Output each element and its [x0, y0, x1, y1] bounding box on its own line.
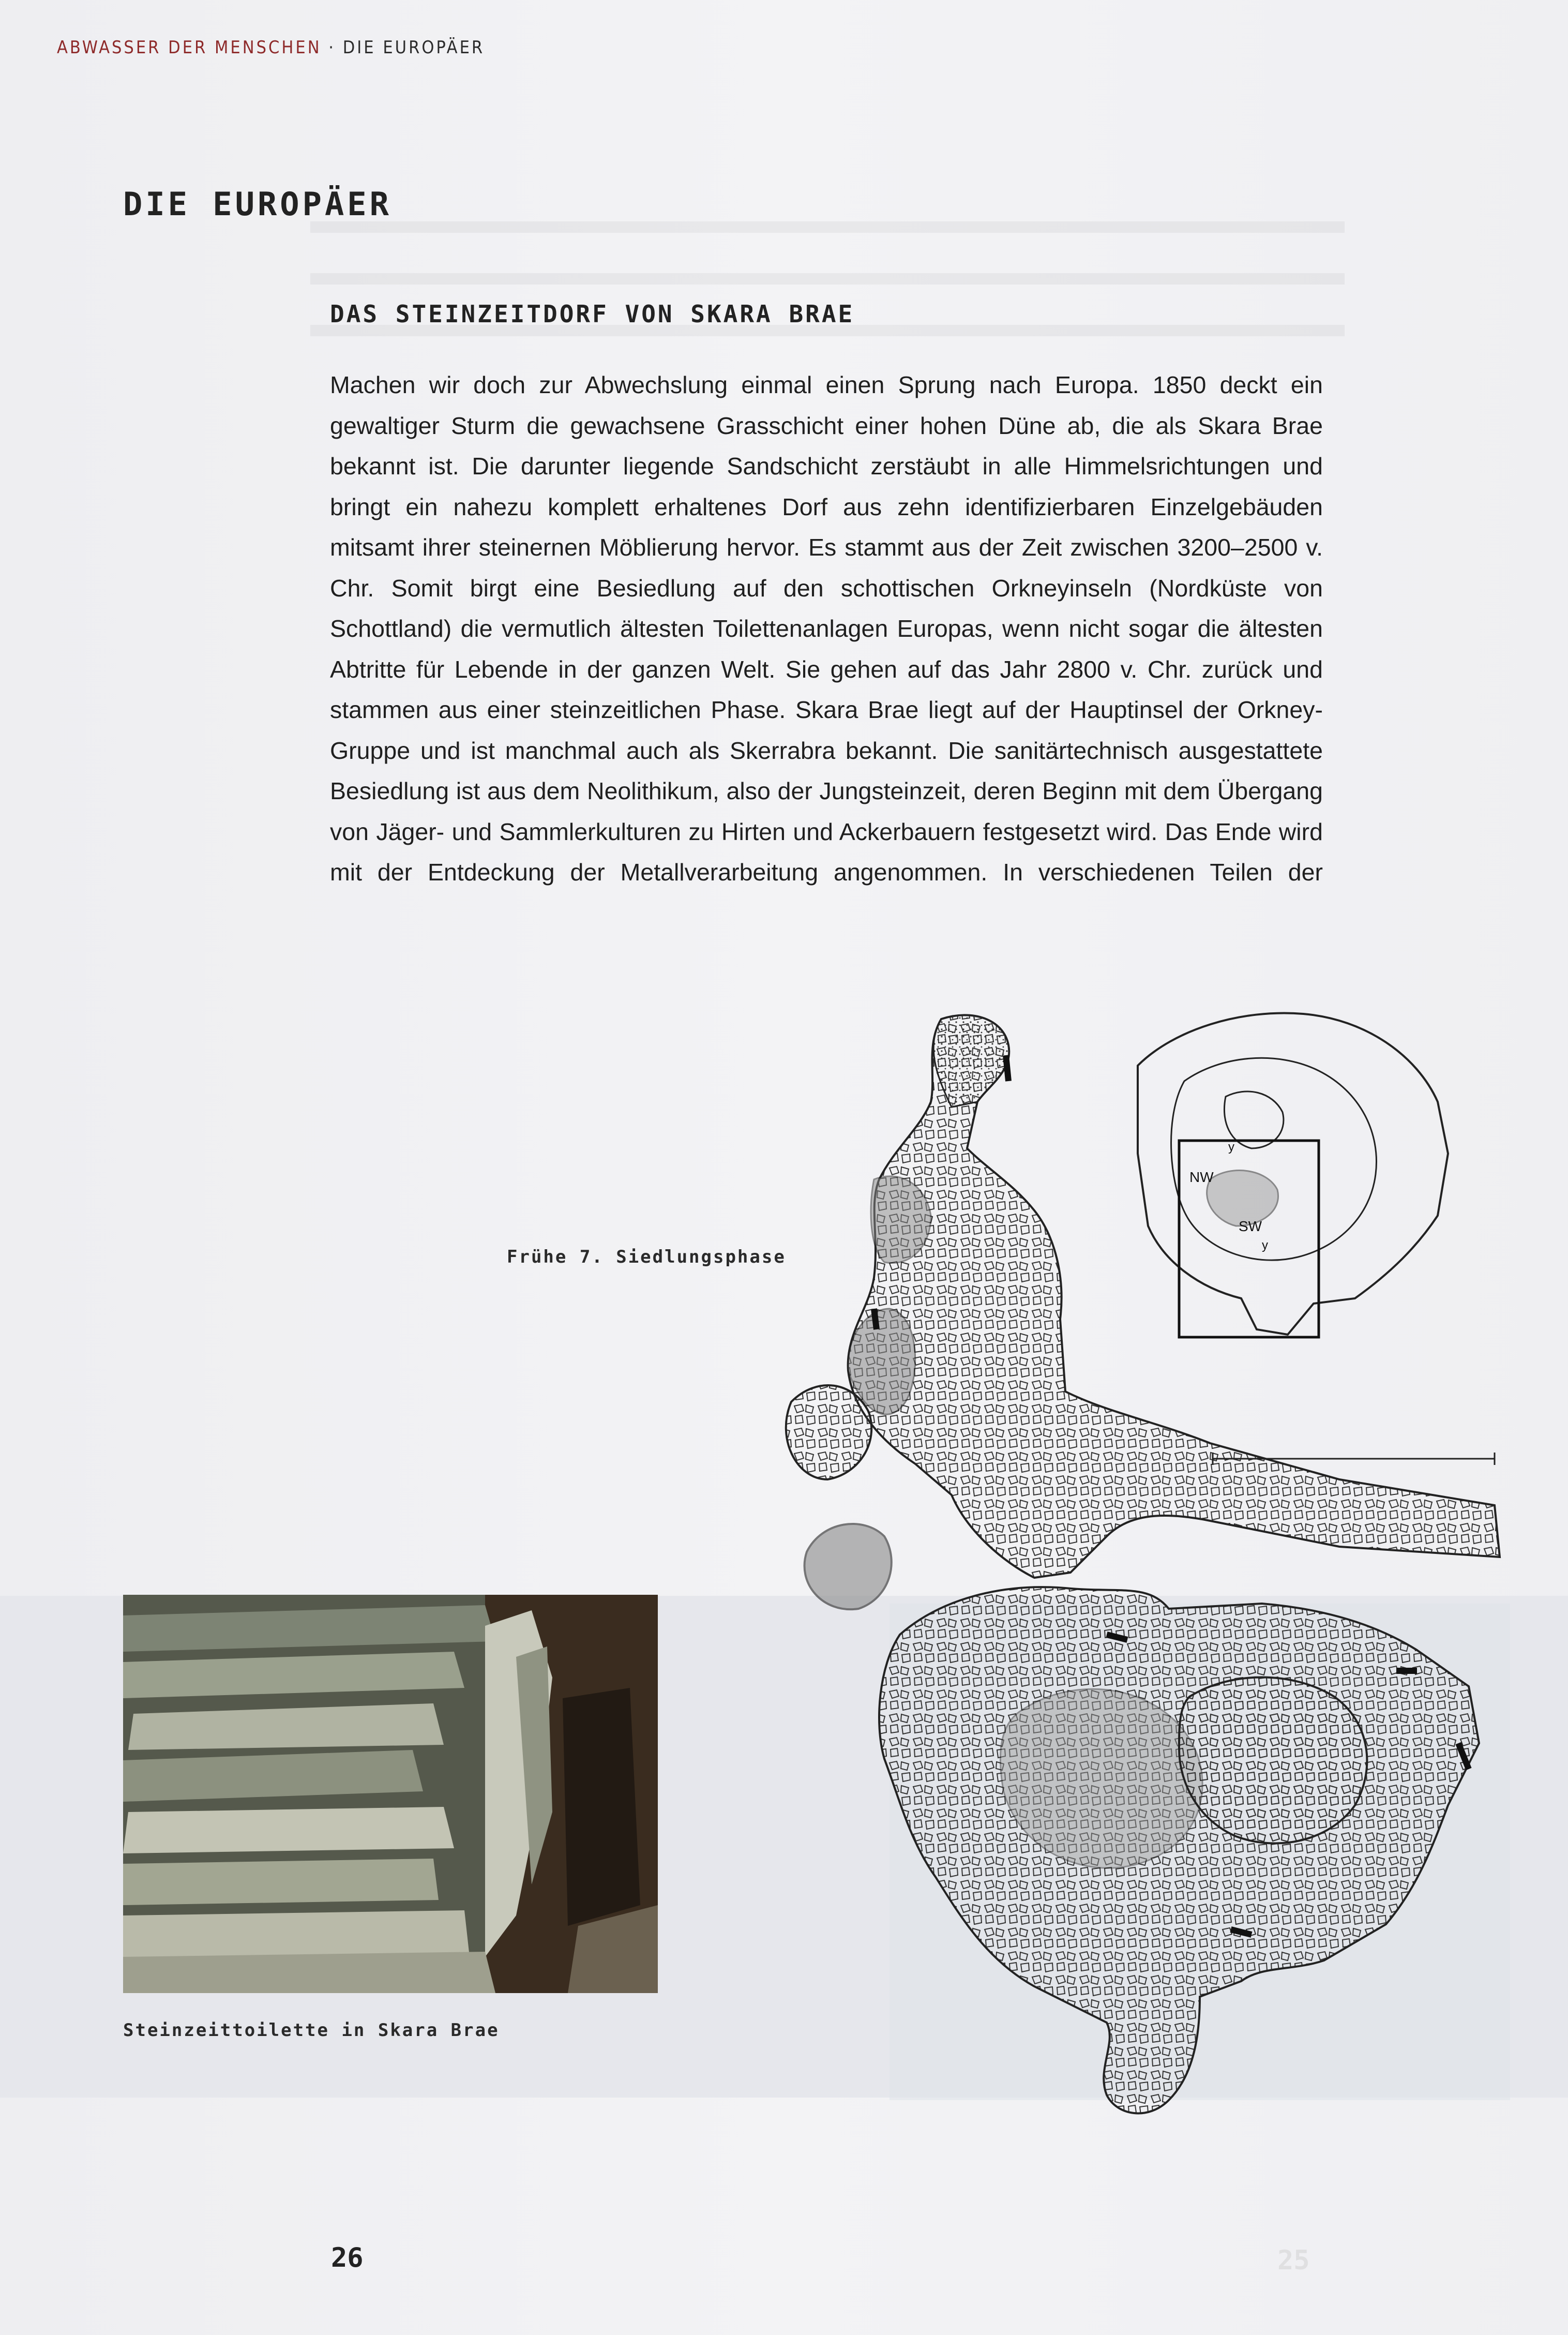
running-head-chapter: ABWASSER DER MENSCHEN: [57, 37, 322, 58]
photo-caption: Steinzeittoilette in Skara Brae: [123, 2020, 500, 2041]
plan-label-y2: y: [1262, 1238, 1268, 1252]
running-head-separator: ·: [328, 37, 336, 58]
plan-label-sw: SW: [1239, 1218, 1262, 1234]
running-head-section: DIE EUROPÄER: [342, 37, 485, 58]
page-number: 26: [331, 2242, 364, 2273]
article-body: Machen wir doch zur Abwechslung einmal einen Sprung nach Europa. 1850 deckt ein gewaltiger Sturm die gewachsene Grasschicht einer hohen Düne ab, die als Skara Brae bekannt ist. Die darunter liegende Sandschicht zerstäubt in alle Himmelsrichtungen und bringt ein nahezu komplett erhaltenes Dorf aus zehn identifizierbaren Einzelgebäuden mitsamt ihrer steinernen Möblierung hervor. Es stammt aus der Zeit zwischen 3200–2500 v. Chr. Somit birgt eine Besiedlung auf den schottischen Orkneyinseln (Nordküste von Schottland) die vermutlich ältesten Toilettenanlagen Europas, wenn nicht sogar die ältesten Abtritte für Lebende in der ganzen Welt. Sie gehen auf das Jahr 2800 v. Chr. zurück und stammen aus einer steinzeitlichen Phase. Skara Brae liegt auf der Hauptinsel der Orkney-Gruppe und ist manchmal auch als Skerrabra bekannt. Die sanitärtechnisch ausgestattete Besiedlung ist aus dem Neolithikum, also der Jungsteinzeit, deren Beginn mit dem Übergang von Jäger- und Sammlerkulturen zu Hirten und Ackerbauern festgesetzt wird. Das Ende wird mit der Entdeckung der Metallverarbeitung angenommen. In verschiedenen Teilen der: [330, 371, 1323, 886]
plan-caption: Frühe 7. Siedlungsphase: [507, 1247, 786, 1267]
stone-toilet-photo: [123, 1595, 658, 1993]
section-title: DIE EUROPÄER: [123, 185, 392, 223]
plan-label-nw: NW: [1189, 1169, 1214, 1185]
skara-brae-site-plan: [745, 998, 1510, 2147]
article-title: DAS STEINZEITDORF VON SKARA BRAE: [330, 300, 855, 328]
running-head: [57, 37, 485, 58]
show-through-page-number: 25: [1277, 2245, 1310, 2276]
plan-label-y1: y: [1228, 1140, 1234, 1154]
